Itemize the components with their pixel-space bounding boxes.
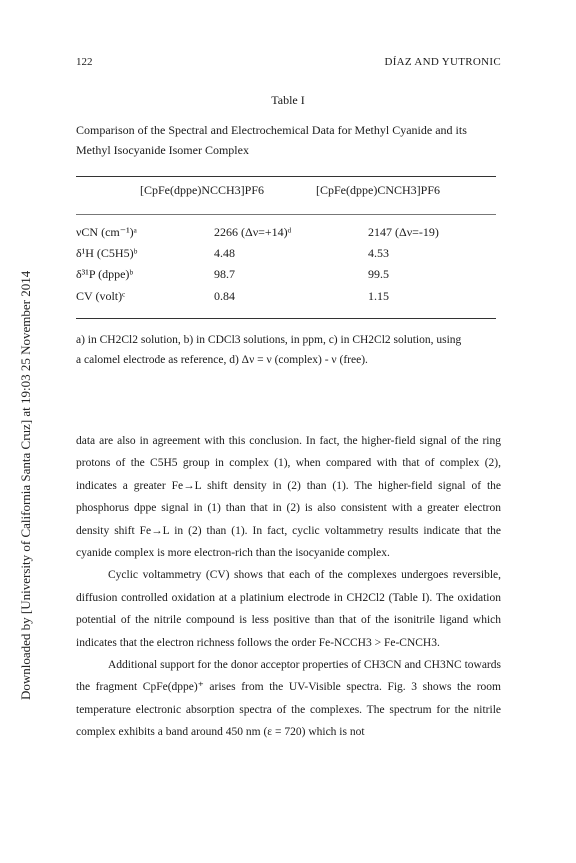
page-number: 122 bbox=[76, 56, 93, 68]
download-watermark: Downloaded by [University of California Santa Cruz] at 19:03 25 November 2014 bbox=[18, 270, 33, 700]
table-bottom-rule bbox=[76, 318, 496, 319]
table-footnote bbox=[76, 330, 501, 370]
table-caption: Comparison of the Spectral and Electrochemical Data for Methyl Cyanide and its Methyl Isocyanide Isomer Complex bbox=[76, 123, 467, 157]
row-value: 1.15 bbox=[368, 289, 389, 303]
row-value: 98.7 bbox=[214, 267, 235, 281]
table-top-rule bbox=[76, 176, 496, 177]
column-header-isonitrile bbox=[316, 183, 440, 198]
paragraph-3: Additional support for the donor acceptor properties of CH3CN and CH3NC towards the fragment CpFe(dppe)⁺ arises from the UV-Visible spectra. Fig. 3 shows the room temperature electronic absorption spectra of the complexes. The spectrum for the nitrile complex exhibits a band around 450 nm (ε = 720) which is not bbox=[76, 659, 501, 739]
row-value: 0.84 bbox=[214, 289, 235, 303]
paragraph-1: data are also in agreement with this conclusion. In fact, the higher-field signal of the ring protons of the C5H5 group in complex (1), when compared with that of complex (2), indicates a greater Fe→L shift density in (2) than (1). The higher-field signal of the phosphorus dppe signal in (1) than that in (2) is also consistent with a greater electron density shift Fe→L in (2) than (1). In fact, cyclic voltammetry results indicate that the cyanide complex is more electron-rich than the isocyanide complex. bbox=[76, 435, 501, 560]
row-value: 4.48 bbox=[214, 246, 235, 260]
table-header-rule bbox=[76, 214, 496, 215]
footnote-line-1: a) in CH2Cl2 solution, b) in CDCl3 solutions, in ppm, c) in CH2Cl2 solution, using bbox=[76, 334, 462, 346]
row-label: CV (volt)ᶜ bbox=[76, 289, 126, 303]
paragraph-2: Cyclic voltammetry (CV) shows that each of the complexes undergoes reversible, diffusion controlled oxidation at a platinium electrode in CH2Cl2 (Table I). The oxidation potential of the nitrile compound is less positive than that of the isonitrile ligand which indicates that the electron richness follows the order Fe-NCCH3 > Fe-CNCH3. bbox=[76, 569, 501, 649]
running-head: DÍAZ AND YUTRONIC bbox=[384, 56, 501, 68]
row-label: δ³¹P (dppe)ᵇ bbox=[76, 267, 134, 281]
column-header-isonitrile-text: [CpFe(dppe)CNCH3]PF6 bbox=[316, 183, 441, 197]
row-value: 2266 (Δν=+14)ᵈ bbox=[214, 225, 292, 239]
body-text bbox=[76, 430, 501, 744]
row-value: 2147 (Δν=-19) bbox=[368, 225, 439, 239]
row-value: 4.53 bbox=[368, 246, 389, 260]
column-header-nitrile bbox=[140, 183, 264, 198]
footnote-line-2: a calomel electrode as reference, d) Δν = ν (complex) - ν (free). bbox=[76, 354, 368, 366]
row-label: δ¹H (C5H5)ᵇ bbox=[76, 246, 138, 260]
row-label: νCN (cm⁻¹)ᵃ bbox=[76, 225, 137, 239]
table-label: Table I bbox=[271, 93, 305, 107]
column-header-nitrile-text: [CpFe(dppe)NCCH3]PF6 bbox=[140, 183, 265, 197]
row-value: 99.5 bbox=[368, 267, 389, 281]
